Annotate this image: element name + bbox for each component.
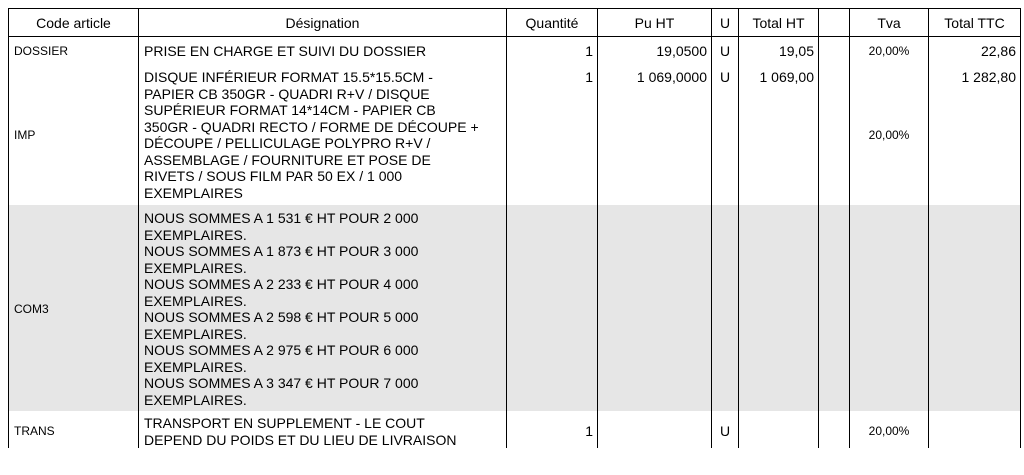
- header-row: [9, 9, 1021, 37]
- designation-line: EXEMPLAIRES.: [144, 259, 247, 276]
- cell-quantite: 1: [507, 37, 598, 66]
- cell-pu-ht: 19,0500: [598, 37, 712, 66]
- cell-pu-ht: [598, 205, 712, 411]
- designation-line: NOUS SOMMES A 2 233 € HT POUR 4 000: [144, 276, 419, 292]
- cell-u: U: [712, 37, 739, 66]
- header-quantite: Quantité: [507, 9, 598, 37]
- designation-line: NOUS SOMMES A 1 531 € HT POUR 2 000: [144, 210, 419, 226]
- designation-line: DISQUE INFÉRIEUR FORMAT 15.5*15.5CM -: [144, 69, 433, 85]
- cell-designation: [139, 37, 507, 66]
- designation-line: DÉCOUPE / PELLICULAGE POLYPRO R+V /: [144, 135, 431, 151]
- table-row: [9, 205, 1021, 411]
- cell-total-ht: [739, 205, 819, 411]
- cell-total-ttc: [929, 411, 1021, 448]
- designation-line: EXEMPLAIRES.: [144, 358, 247, 375]
- cell-pu-ht: [598, 411, 712, 448]
- cell-u: [712, 205, 739, 411]
- table-row: [9, 65, 1021, 205]
- cell-pu-ht: 1 069,0000: [598, 65, 712, 205]
- header-u: U: [712, 9, 739, 37]
- cell-code-article: DOSSIER: [9, 37, 139, 66]
- cell-code-article: IMP: [9, 65, 139, 205]
- designation-line: NOUS SOMMES A 2 598 € HT POUR 5 000: [144, 309, 419, 325]
- header-total-ttc: Total TTC: [929, 9, 1021, 37]
- cell-quantite: [507, 205, 598, 411]
- header-pu-ht: Pu HT: [598, 9, 712, 37]
- designation-line: RIVETS / SOUS FILM PAR 50 EX / 1 000: [144, 168, 403, 184]
- header-spacer: [819, 9, 850, 37]
- lines-table: [8, 8, 1021, 448]
- designation-line: PRISE EN CHARGE ET SUIVI DU DOSSIER: [144, 42, 427, 59]
- cell-total-ttc: [929, 205, 1021, 411]
- cell-total-ttc: 22,86: [929, 37, 1021, 66]
- header-total-ht: Total HT: [739, 9, 819, 37]
- cell-total-ht: [739, 411, 819, 448]
- table-body: [9, 37, 1021, 449]
- header-code-article: Code article: [9, 9, 139, 37]
- cell-tva: 20,00%: [850, 411, 929, 448]
- designation-line: NOUS SOMMES A 3 347 € HT POUR 7 000: [144, 375, 419, 391]
- quote-lines-table: [8, 8, 1020, 448]
- cell-total-ht: 1 069,00: [739, 65, 819, 205]
- cell-spacer: [819, 65, 850, 205]
- designation-line: SUPÉRIEUR FORMAT 14*14CM - PAPIER CB: [144, 102, 436, 118]
- designation-line: EXEMPLAIRES.: [144, 325, 247, 342]
- designation-line: TRANSPORT EN SUPPLEMENT - LE COUT: [144, 415, 425, 431]
- designation-line: EXEMPLAIRES: [144, 184, 243, 201]
- cell-total-ttc: 1 282,80: [929, 65, 1021, 205]
- cell-tva: 20,00%: [850, 37, 929, 66]
- cell-designation: [139, 205, 507, 411]
- designation-line: EXEMPLAIRES.: [144, 226, 247, 243]
- designation-line: EXEMPLAIRES.: [144, 292, 247, 309]
- cell-spacer: [819, 411, 850, 448]
- header-tva: Tva: [850, 9, 929, 37]
- designation-line: 350GR - QUADRI RECTO / FORME DE DÉCOUPE +: [144, 118, 479, 135]
- cell-quantite: 1: [507, 411, 598, 448]
- cell-u: U: [712, 411, 739, 448]
- cell-quantite: 1: [507, 65, 598, 205]
- cell-spacer: [819, 205, 850, 411]
- cell-code-article: COM3: [9, 205, 139, 411]
- cell-tva: [850, 205, 929, 411]
- designation-line: NOUS SOMMES A 1 873 € HT POUR 3 000: [144, 243, 419, 259]
- designation-line: DEPEND DU POIDS ET DU LIEU DE LIVRAISON: [144, 431, 457, 448]
- table-row: [9, 411, 1021, 448]
- cell-u: U: [712, 65, 739, 205]
- cell-spacer: [819, 37, 850, 66]
- designation-line: PAPIER CB 350GR - QUADRI R+V / DISQUE: [144, 85, 430, 102]
- table-row: [9, 37, 1021, 66]
- header-designation: Désignation: [139, 9, 507, 37]
- designation-line: ASSEMBLAGE / FOURNITURE ET POSE DE: [144, 151, 431, 168]
- cell-code-article: TRANS: [9, 411, 139, 448]
- designation-line: NOUS SOMMES A 2 975 € HT POUR 6 000: [144, 342, 419, 358]
- cell-designation: [139, 411, 507, 448]
- cell-total-ht: 19,05: [739, 37, 819, 66]
- cell-tva: 20,00%: [850, 65, 929, 205]
- cell-designation: [139, 65, 507, 205]
- designation-line: EXEMPLAIRES.: [144, 391, 247, 408]
